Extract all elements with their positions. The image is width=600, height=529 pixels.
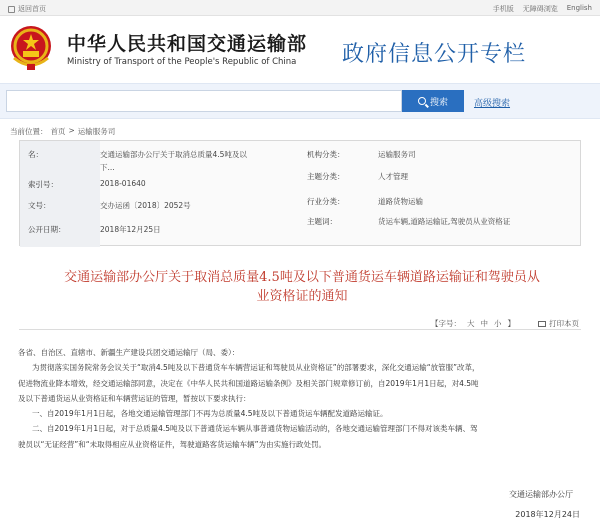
meta-name-value-line2: 下... [100, 163, 115, 172]
body-paragraph: 及以下普通货运从业资格证和车辆营运证的管理，暂按以下要求执行： [18, 393, 251, 403]
ministry-name-cn: 中华人民共和国交通运输部 [67, 33, 308, 55]
meta-org-value: 运输服务司 [378, 150, 416, 159]
meta-date-value: 2018年12月25日 [100, 225, 161, 234]
meta-name-label: 名： [28, 150, 43, 159]
body-paragraph: 驶员以“无证经营”和“未取得相应从业资格证件，驾驶道路客货运输车辆”为由实施行政处罚。 [18, 439, 327, 449]
advanced-search-link[interactable]: 高级搜索 [474, 99, 511, 109]
font-size-medium[interactable]: 中 [480, 319, 488, 328]
document-signature: 交通运输部办公厅 [509, 490, 573, 499]
font-size-toolbar [19, 315, 581, 330]
meta-index-value: 2018-01640 [100, 179, 146, 188]
meta-docno-value: 交办运函〔2018〕2052号 [100, 201, 191, 210]
meta-industry-label: 行业分类： [307, 197, 345, 206]
body-paragraph: 一、自2019年1月1日起，各地交通运输管理部门不再为总质量4.5吨及以下普通货运车辆配发道路运输证。 [32, 409, 388, 419]
home-icon [8, 6, 15, 13]
search-input[interactable] [6, 90, 402, 112]
meta-subject-label: 主题词： [307, 217, 337, 226]
ministry-name-en: Ministry of Transport of the People's Republic of China [67, 57, 297, 67]
document-title [28, 268, 576, 306]
document-metadata-table [19, 140, 581, 246]
breadcrumb [10, 126, 115, 137]
body-paragraph: 二、自2019年1月1日起，对于总质量4.5吨及以下普通货运车辆从事普通货物运输活动的，各地交通运输管理部门不得对该类车辆、驾 [32, 424, 478, 434]
search-icon [418, 97, 426, 105]
national-emblem-icon [8, 22, 54, 72]
english-link[interactable]: English [566, 4, 592, 12]
meta-name-value-line1: 交通运输部办公厅关于取消总质量4.5吨及以 [100, 150, 247, 159]
body-paragraph: 为贯彻落实国务院常务会议关于“取消4.5吨及以下普通货车车辆营运证和驾驶员从业资格证”的部署要求，深化交通运输“放管服”改革， [32, 363, 480, 373]
back-home-link[interactable] [8, 4, 46, 14]
font-size-close: 】 [507, 319, 515, 328]
body-paragraph: 促进物流业降本增效，经交通运输部同意，决定在《中华人民共和国道路运输条例》及相关部门规章修订前，自2019年1月1日起，对4.5吨 [18, 378, 479, 388]
document-title-line2: 业资格证的通知 [256, 289, 348, 304]
meta-topic-label: 主题分类： [307, 172, 345, 181]
meta-topic-value: 人才管理 [378, 172, 408, 181]
body-paragraph: 各省、自治区、直辖市、新疆生产建设兵团交通运输厅（局、委）： [18, 348, 240, 357]
back-home-label: 返回首页 [18, 5, 46, 13]
printer-icon [538, 321, 546, 327]
meta-docno-label: 文号： [28, 201, 51, 210]
meta-index-label: 索引号： [28, 180, 58, 189]
search-bar [0, 83, 600, 119]
breadcrumb-prefix: 当前位置： [10, 127, 48, 136]
accessibility-link[interactable]: 无障碍浏览 [522, 5, 558, 13]
site-header [0, 17, 600, 82]
meta-subject-value: 货运车辆,道路运输证,驾驶员从业资格证 [378, 217, 511, 226]
font-size-large[interactable]: 大 [467, 319, 475, 328]
meta-industry-value: 道路货物运输 [378, 197, 423, 206]
breadcrumb-department[interactable]: 运输服务司 [77, 127, 116, 136]
site-title: 政府信息公开专栏 [342, 42, 527, 67]
top-utility-bar [0, 0, 600, 16]
meta-date-label: 公开日期： [28, 225, 66, 234]
print-page-label: 打印本页 [549, 319, 579, 328]
font-size-small[interactable]: 小 [494, 319, 502, 328]
meta-org-label: 机构分类： [307, 150, 345, 159]
document-body [18, 345, 583, 452]
font-size-label: 【字号： [431, 319, 461, 328]
document-sign-date: 2018年12月24日 [515, 510, 580, 519]
mobile-version-link[interactable]: 手机版 [492, 5, 514, 13]
search-button[interactable] [402, 90, 464, 112]
print-page-button[interactable] [538, 318, 579, 329]
breadcrumb-separator: > [68, 126, 75, 135]
search-button-label: 搜索 [429, 96, 448, 107]
document-title-line1: 交通运输部办公厅关于取消总质量4.5吨及以下普通货运车辆道路运输证和驾驶员从 [64, 270, 540, 285]
breadcrumb-home[interactable]: 首页 [50, 127, 66, 136]
